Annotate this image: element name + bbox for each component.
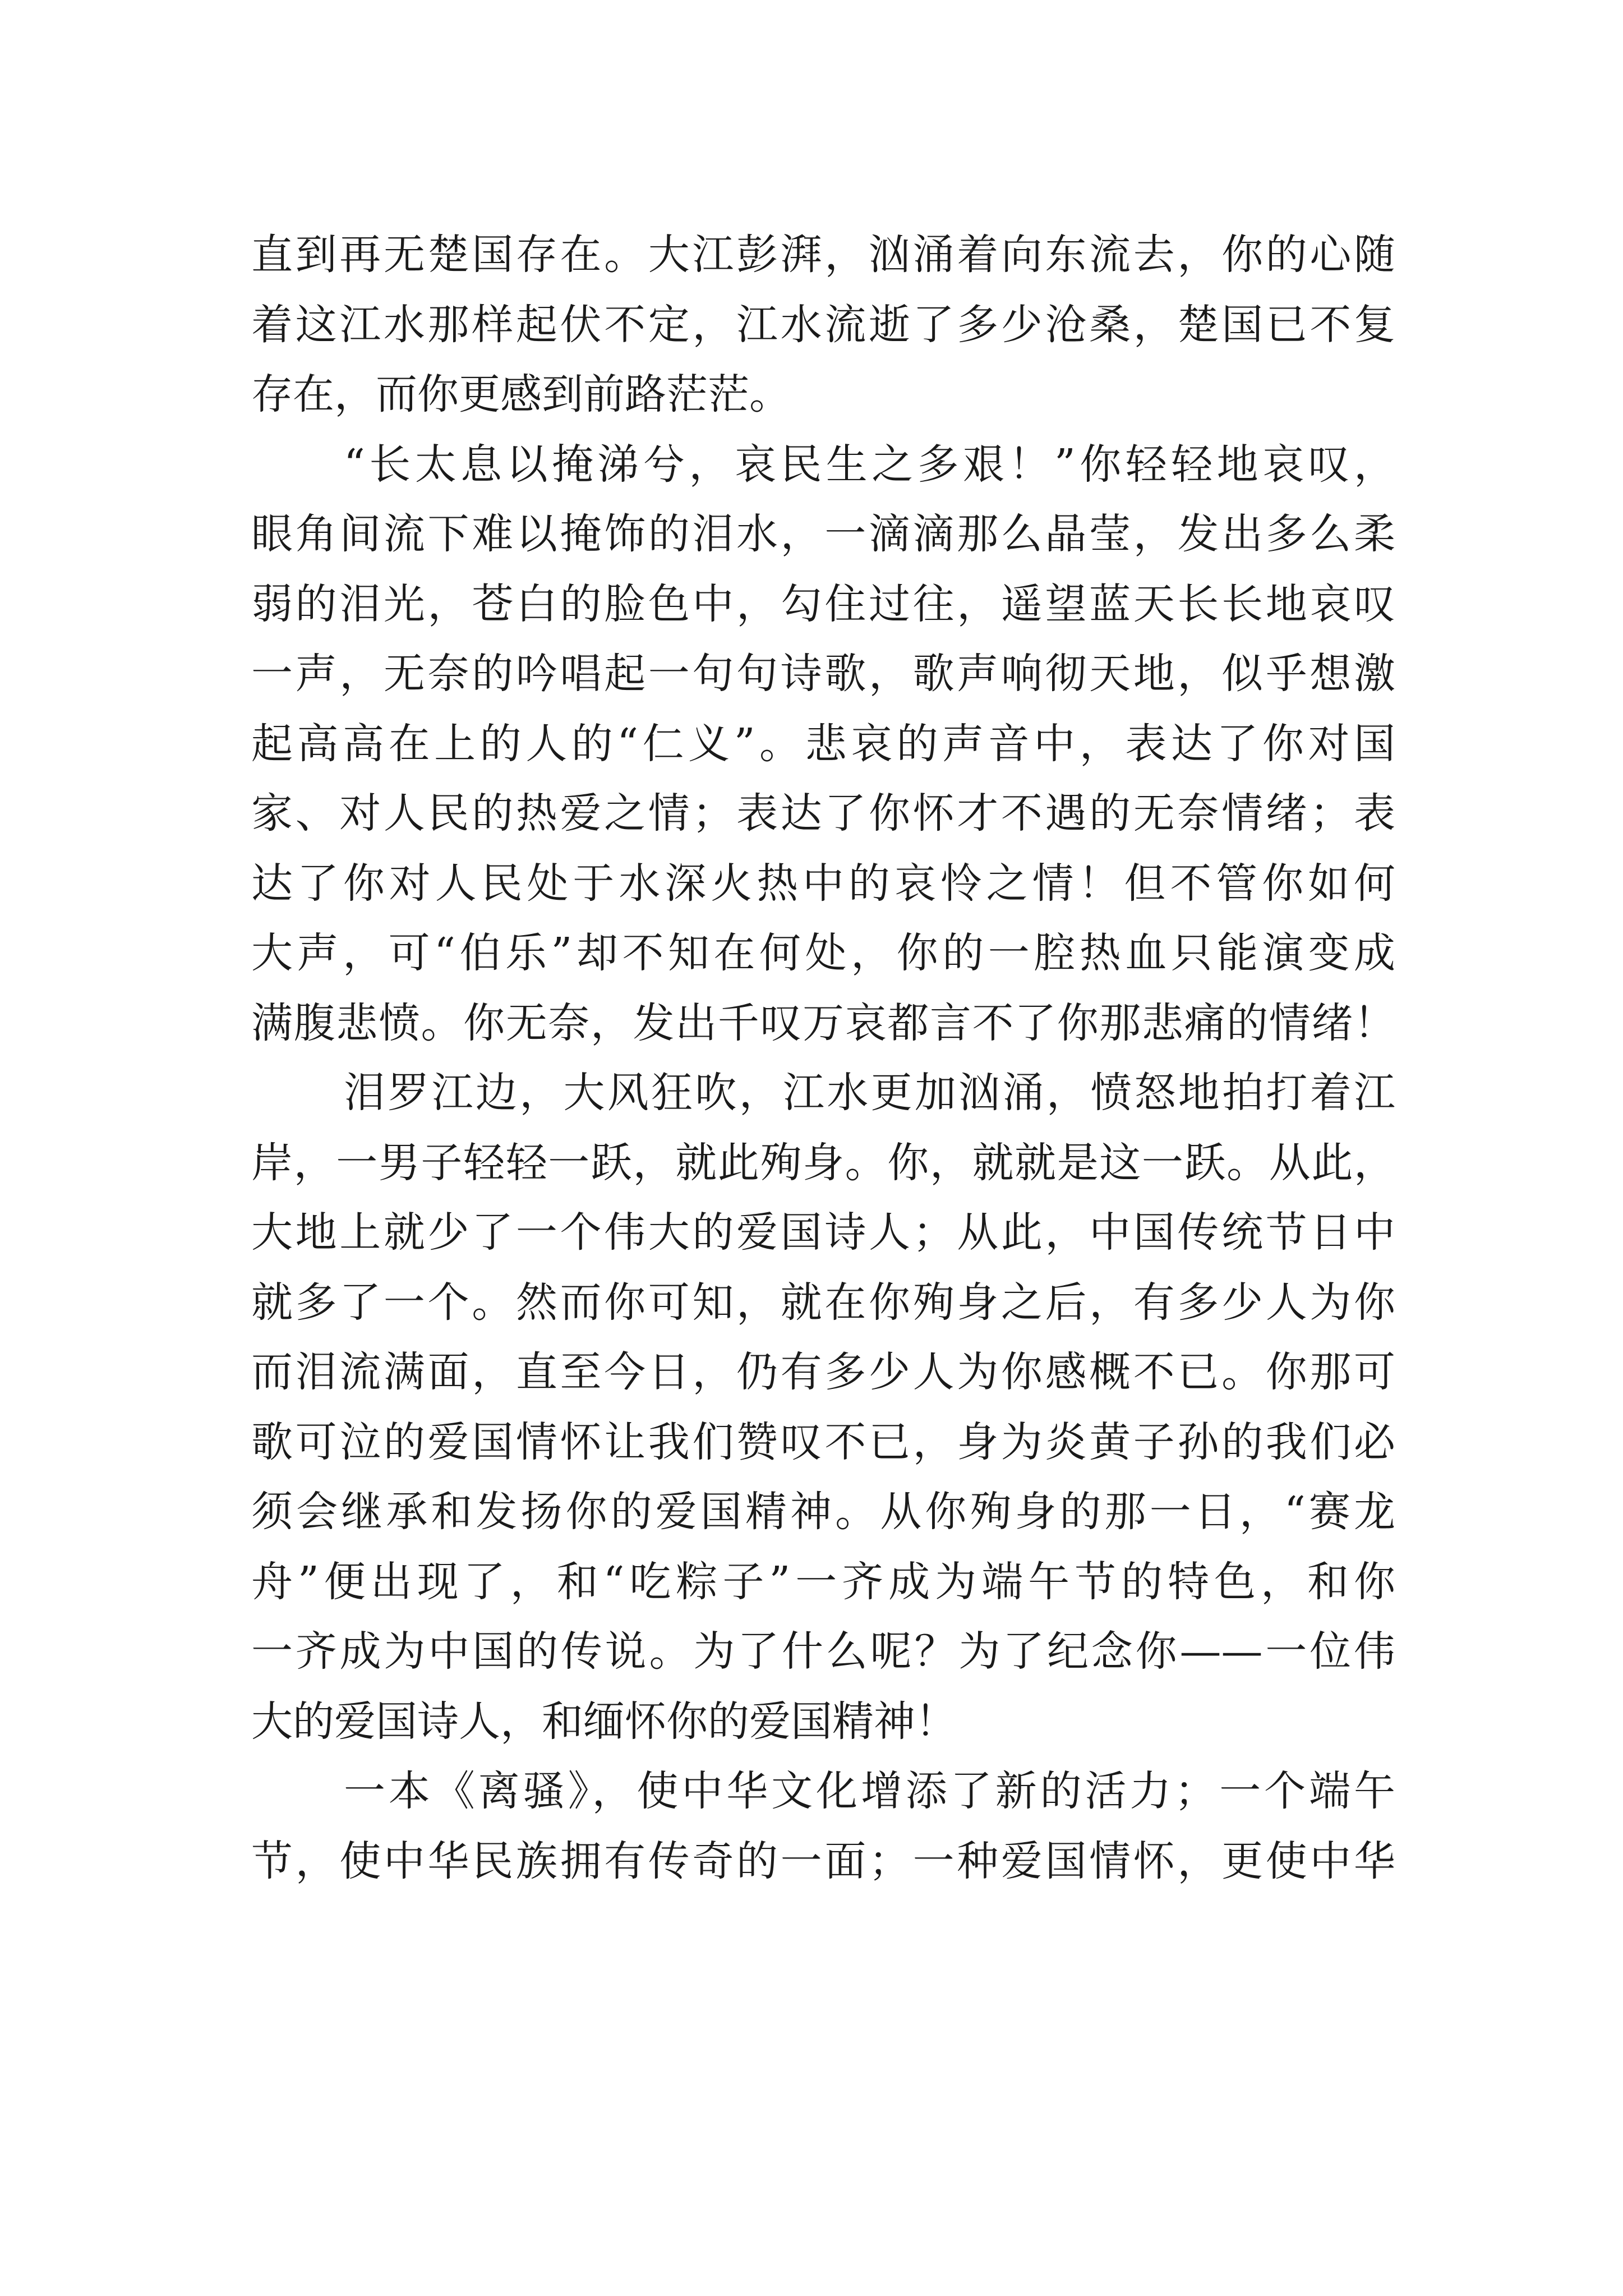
text-line: 家、对人民的热爱之情；表达了你怀才不遇的无奈情绪；表 [251,789,1395,838]
paragraph-first-line: “长太息以掩涕兮，哀民生之多艰！”你轻轻地哀叹， [344,440,1395,489]
text-line: 大地上就少了一个伟大的爱国诗人；从此，中国传统节日中 [251,1208,1395,1257]
text-line: 眼角间流下难以掩饰的泪水，一滴滴那么晶莹，发出多么柔 [251,510,1395,558]
text-line: 大的爱国诗人，和缅怀你的爱国精神！ [251,1697,957,1746]
paragraph-first-line: 泪罗江边，大风狂吹，江水更加汹涌，愤怒地拍打着江 [344,1069,1395,1117]
text-line: 须会继承和发扬你的爱国精神。从你殉身的那一日，“赛龙 [251,1488,1395,1536]
text-line: 一声，无奈的吟唱起一句句诗歌，歌声响彻天地，似乎想激 [251,650,1395,698]
document-body [251,220,1395,1896]
text-line: 大声，可“伯乐”却不知在何处，你的一腔热血只能演变成 [251,929,1395,977]
text-line: 弱的泪光，苍白的脸色中，勾住过往，遥望蓝天长长地哀叹 [251,579,1395,628]
text-line: 一齐成为中国的传说。为了什么呢？为了纪念你——一位伟 [251,1627,1395,1676]
text-line: 而泪流满面，直至今日，仍有多少人为你感概不已。你那可 [251,1348,1395,1396]
text-line: 岸，一男子轻轻一跃，就此殉身。你，就就是这一跃。从此， [251,1138,1395,1187]
paragraph-first-line: 一本《离骚》，使中华文化增添了新的活力；一个端午 [344,1767,1395,1815]
text-line: 节，使中华民族拥有传奇的一面；一种爱国情怀，更使中华 [251,1837,1395,1885]
text-line: 直到再无楚国存在。大江彭湃，汹涌着向东流去，你的心随 [251,231,1395,279]
text-line: 满腹悲愤。你无奈，发出千叹万哀都言不了你那悲痛的情绪！ [251,999,1395,1047]
text-line: 存在，而你更感到前路茫茫。 [251,370,791,418]
text-line: 歌可泣的爱国情怀让我们赞叹不已，身为炎黄子孙的我们必 [251,1418,1395,1466]
text-line: 就多了一个。然而你可知，就在你殉身之后，有多少人为你 [251,1278,1395,1327]
text-line: 舟”便出现了，和“吃粽子”一齐成为端午节的特色，和你 [251,1557,1395,1606]
text-line: 起高高在上的人的“仁义”。悲哀的声音中，表达了你对国 [251,719,1395,768]
text-line: 达了你对人民处于水深火热中的哀怜之情！但不管你如何 [251,859,1395,908]
text-line: 着这江水那样起伏不定，江水流逝了多少沧桑，楚国已不复 [251,300,1395,349]
